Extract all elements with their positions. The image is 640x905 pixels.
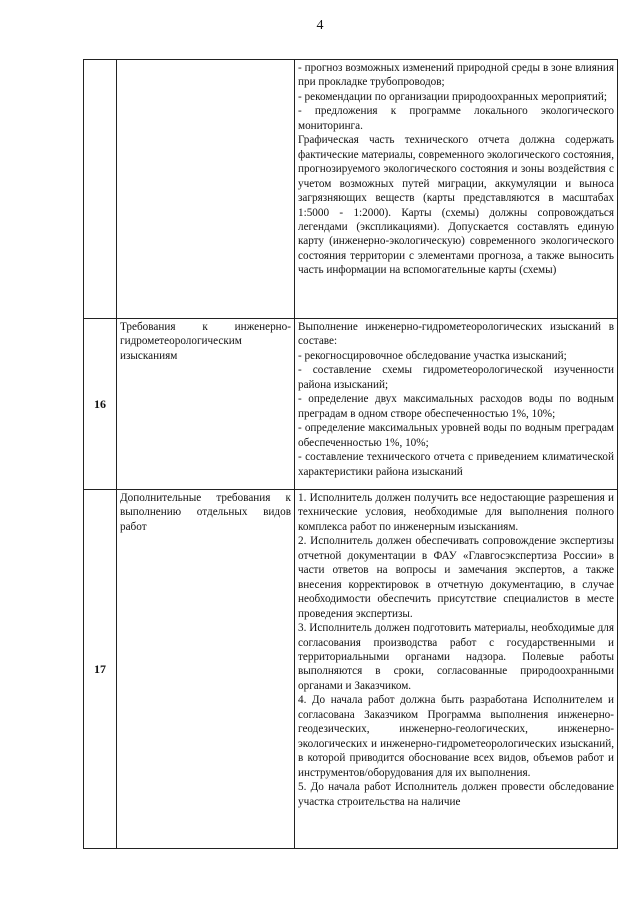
row-number: 17 bbox=[84, 490, 117, 849]
content-cell bbox=[295, 60, 618, 319]
content-paragraph: - предложения к программе локального экологического мониторинга. bbox=[298, 105, 614, 132]
content-paragraph: 5. До начала работ Исполнитель должен провести обследование участка строительства на наличие bbox=[298, 781, 614, 808]
table-row bbox=[84, 60, 618, 319]
table-row bbox=[84, 319, 618, 490]
content-paragraph: 4. До начала работ должна быть разработана Исполнителем и согласована Заказчиком Программа выполнения инженерно-геодезических, инженерно-геологических, инженерно-экологических и инженерно-гидрометеорологических изысканий, в которой приводится обоснование всех видов, объемов работ и инструментов/оборудования для их выполнения. bbox=[298, 694, 614, 779]
requirement-cell bbox=[117, 60, 295, 319]
requirement-text: Требования к инженерно-гидрометеорологическим изысканиям bbox=[120, 321, 291, 362]
content-paragraph: 3. Исполнитель должен подготовить материалы, необходимые для согласования производства работ с государственными и территориальными органами надзора. Полевые работы выполняются в сроки, согласованные природоохранными органами и Заказчиком. bbox=[298, 622, 614, 692]
content-cell bbox=[295, 490, 618, 849]
content-paragraph: - рекомендации по организации природоохранных мероприятий; bbox=[298, 90, 607, 103]
content-paragraph: - составление технического отчета с приведением климатической характеристики района изысканий bbox=[298, 451, 614, 478]
content-paragraph: - составление схемы гидрометеорологической изученности района изысканий; bbox=[298, 364, 614, 391]
requirement-cell bbox=[117, 319, 295, 490]
content-cell bbox=[295, 319, 618, 490]
row-number bbox=[84, 60, 117, 319]
content-paragraph: - определение двух максимальных расходов воды по водным преградам в одном створе обеспеченностью 1%, 10%; bbox=[298, 393, 614, 420]
table-row bbox=[84, 490, 618, 849]
content-paragraph: - прогноз возможных изменений природной среды в зоне влияния при прокладке трубопроводов; bbox=[298, 62, 614, 89]
content-paragraph: - рекогносцировочное обследование участка изысканий; bbox=[298, 349, 567, 362]
page-number: 4 bbox=[316, 18, 324, 33]
requirements-table bbox=[83, 59, 618, 849]
row-number: 16 bbox=[84, 319, 117, 490]
content-paragraph: 2. Исполнитель должен обеспечивать сопровождение экспертизы отчетной документации в ФАУ «Главгосэкспертиза России» в части ответов на вопросы и замечания экспертов, а также внесения корректировок в отчетную документацию, в случае необходимости обеспечить присутствие специалистов в месте проведения экспертизы. bbox=[298, 535, 614, 620]
content-paragraph: 1. Исполнитель должен получить все недостающие разрешения и технические условия, необходимые для выполнения полного комплекса работ по инженерным изысканиям. bbox=[298, 492, 614, 533]
content-paragraph: Выполнение инженерно-гидрометеорологических изысканий в составе: bbox=[298, 321, 614, 348]
requirement-text: Дополнительные требования к выполнению отдельных видов работ bbox=[120, 492, 291, 533]
requirement-cell bbox=[117, 490, 295, 849]
content-paragraph: Графическая часть технического отчета должна содержать фактические материалы, современного экологического состояния, прогнозируемого экологического состояния и зоны воздействия с учетом возможных путей миграции, аккумуляции и выноса загрязняющих веществ (карты представляются в масштабах 1:5000 - 1:2000). Карты (схемы) должны сопровождаться легендами (экспликациями). Допускается составлять единую карту (инженерно-экологическую) современного экологического состояния территории с элементами прогноза, а также выносить часть информации на вспомогательные карты (схемы) bbox=[298, 134, 614, 277]
content-paragraph: - определение максимальных уровней воды по водным преградам обеспеченностью 1%, 10%; bbox=[298, 422, 614, 449]
